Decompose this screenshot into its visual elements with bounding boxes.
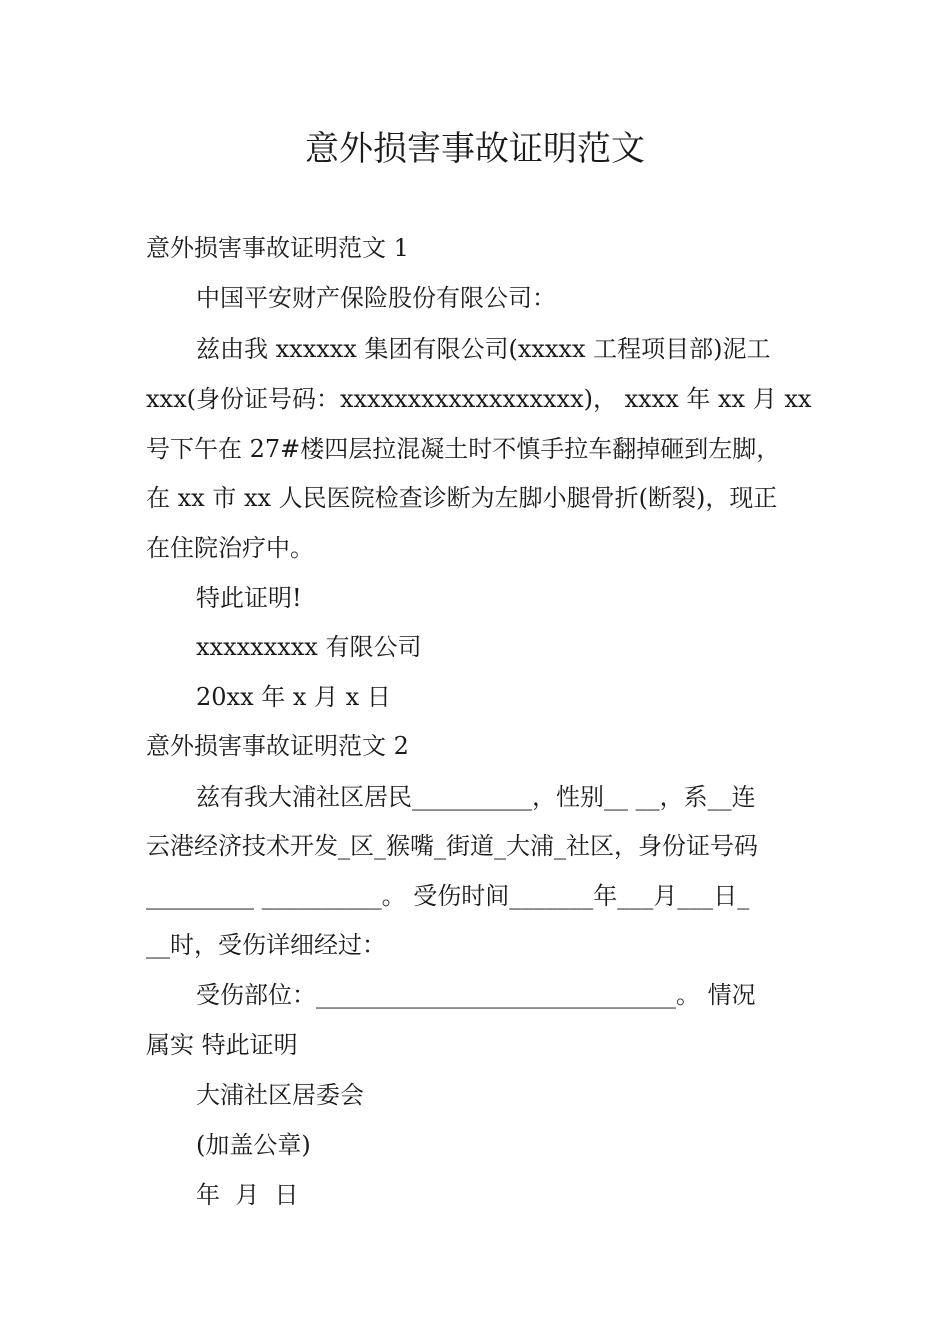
document-title: 意外损害事故证明范文 [305, 129, 645, 169]
section2-body-line: 受伤部位：______________________________。 情况 [196, 981, 756, 1009]
section2-heading: 意外损害事故证明范文 2 [146, 732, 409, 760]
section2-body-line: 云港经济技术开发_区_猴嘴_街道_大浦_社区，身份证号码 [146, 832, 758, 860]
section1-body-line: 在住院治疗中。 [146, 534, 314, 562]
section1-addressee: 中国平安财产保险股份有限公司： [196, 284, 556, 312]
section1-body-line: xxx(身份证号码：xxxxxxxxxxxxxxxxxx)， xxxx 年 xx 月 xx [146, 385, 812, 413]
section2-body-line: 兹有我大浦社区居民__________，性别__ __，系__连 [196, 783, 756, 811]
section1-heading: 意外损害事故证明范文 1 [146, 234, 409, 262]
section1-body-line: 兹由我 xxxxxx 集团有限公司(xxxxx 工程项目部)泥工 [196, 335, 771, 363]
section1-body-line: 在 xx 市 xx 人民医院检查诊断为左脚小腿骨折(断裂)，现正 [146, 484, 778, 512]
section2-signer: 大浦社区居委会 [196, 1081, 364, 1109]
section2-body-line: _________ __________。 受伤时间_______年___月___日_ [146, 882, 750, 910]
section1-company: xxxxxxxxx 有限公司 [196, 633, 422, 661]
section1-date: 20xx 年 x 月 x 日 [196, 683, 391, 711]
section2-body-line: 属实 特此证明 [146, 1031, 298, 1059]
section1-body-line: 号下午在 27#楼四层拉混凝土时不慎手拉车翻掉砸到左脚， [146, 435, 781, 463]
section1-closing: 特此证明! [196, 584, 302, 612]
section2-seal: (加盖公章) [196, 1131, 311, 1159]
section2-body-line: __时，受伤详细经过： [146, 931, 386, 959]
section2-date: 年 月 日 [196, 1181, 299, 1209]
